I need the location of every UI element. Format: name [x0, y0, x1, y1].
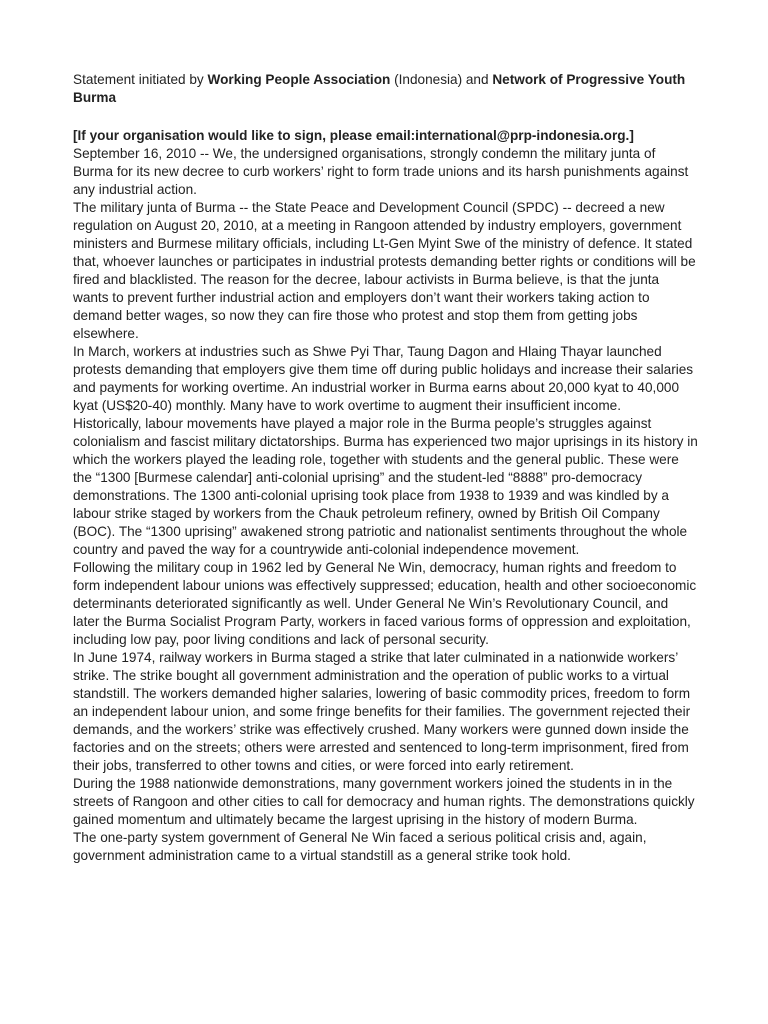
signup-notice: [If your organisation would like to sign, please email:international@prp-indonesia.org.]	[73, 128, 634, 143]
intro-mid: (Indonesia) and	[390, 72, 493, 87]
paragraph-5: Following the military coup in 1962 led by General Ne Win, democracy, human rights and freedom to form independent labour unions was effectively suppressed; education, health and other socioeconomic determinants deteriorated significantly as well. Under General Ne Win’s Revolutionary Council, and later the Burma Socialist Program Party, workers in faced various forms of oppression and exploitation, including low pay, poor living conditions and lack of personal security.	[73, 560, 697, 647]
paragraph-7: During the 1988 nationwide demonstrations, many government workers joined the students in in the streets of Rangoon and other cities to call for democracy and human rights. The demonstrations quickly gained momentum and ultimately became the largest uprising in the history of modern Burma.	[73, 776, 695, 827]
paragraph-6: In June 1974, railway workers in Burma staged a strike that later culminated in a nationwide workers’ strike. The strike bought all government administration and the operation of public works to a virtual standstill. The workers demanded higher salaries, lowering of basic commodity prices, freedom to form an independent labour union, and some fringe benefits for their families. The government rejected their demands, and the workers’ strike was effectively crushed. Many workers were gunned down inside the factories and on the streets; others were arrested and sentenced to long-term imprisonment, fired from their jobs, transferred to other towns and cities, or were forced into early retirement.	[73, 650, 691, 773]
paragraph-4: Historically, labour movements have played a major role in the Burma people’s struggles against colonialism and fascist military dictatorships. Burma has experienced two major uprisings in its history in which the workers played the leading role, together with students and the general public. These were the “1300 [Burmese calendar] anti-colonial uprising” and the student-led “8888” pro-democracy demonstrations. The 1300 anti-colonial uprising took place from 1938 to 1939 and was kindled by a labour strike staged by workers from the Chauk petroleum refinery, owned by British Oil Company (BOC). The “1300 uprising” awakened strong patriotic and nationalist sentiments throughout the whole country and paved the way for a countrywide anti-colonial independence movement.	[73, 416, 698, 557]
org-network-progressive-youth-burma: Network of Progressive Youth Burma	[73, 72, 686, 105]
org-working-people-association: Working People Association	[207, 72, 391, 87]
intro-prefix: Statement initiated by	[73, 72, 208, 87]
paragraph-8: The one-party system government of General Ne Win faced a serious political crisis and, again, government administration came to a virtual standstill as a general strike took hold.	[73, 830, 647, 863]
paragraph-2: The military junta of Burma -- the State Peace and Development Council (SPDC) -- decreed a new regulation on August 20, 2010, at a meeting in Rangoon attended by industry employers, government ministers and Burmese military officials, including Lt-Gen Myint Swe of the ministry of defence. It stated that, whoever launches or participates in industrial protests demanding better rights or conditions will be fired and blacklisted. The reason for the decree, labour activists in Burma believe, is that the junta wants to prevent further industrial action and employers don’t want their workers taking action to demand better wages, so now they can fire those who protest and stop them from getting jobs elsewhere.	[73, 200, 696, 341]
paragraph-1: September 16, 2010 -- We, the undersigned organisations, strongly condemn the military junta of Burma for its new decree to curb workers’ right to form trade unions and its harsh punishments against any industrial action.	[73, 146, 689, 197]
paragraph-3: In March, workers at industries such as Shwe Pyi Thar, Taung Dagon and Hlaing Thayar launched protests demanding that employers give them time off during public holidays and increase their salaries and payments for working overtime. An industrial worker in Burma earns about 20,000 kyat to 40,000 kyat (US$20-40) monthly. Many have to work overtime to augment their insufficient income.	[73, 344, 694, 413]
statement-intro	[73, 71, 698, 107]
document-page	[73, 71, 698, 865]
